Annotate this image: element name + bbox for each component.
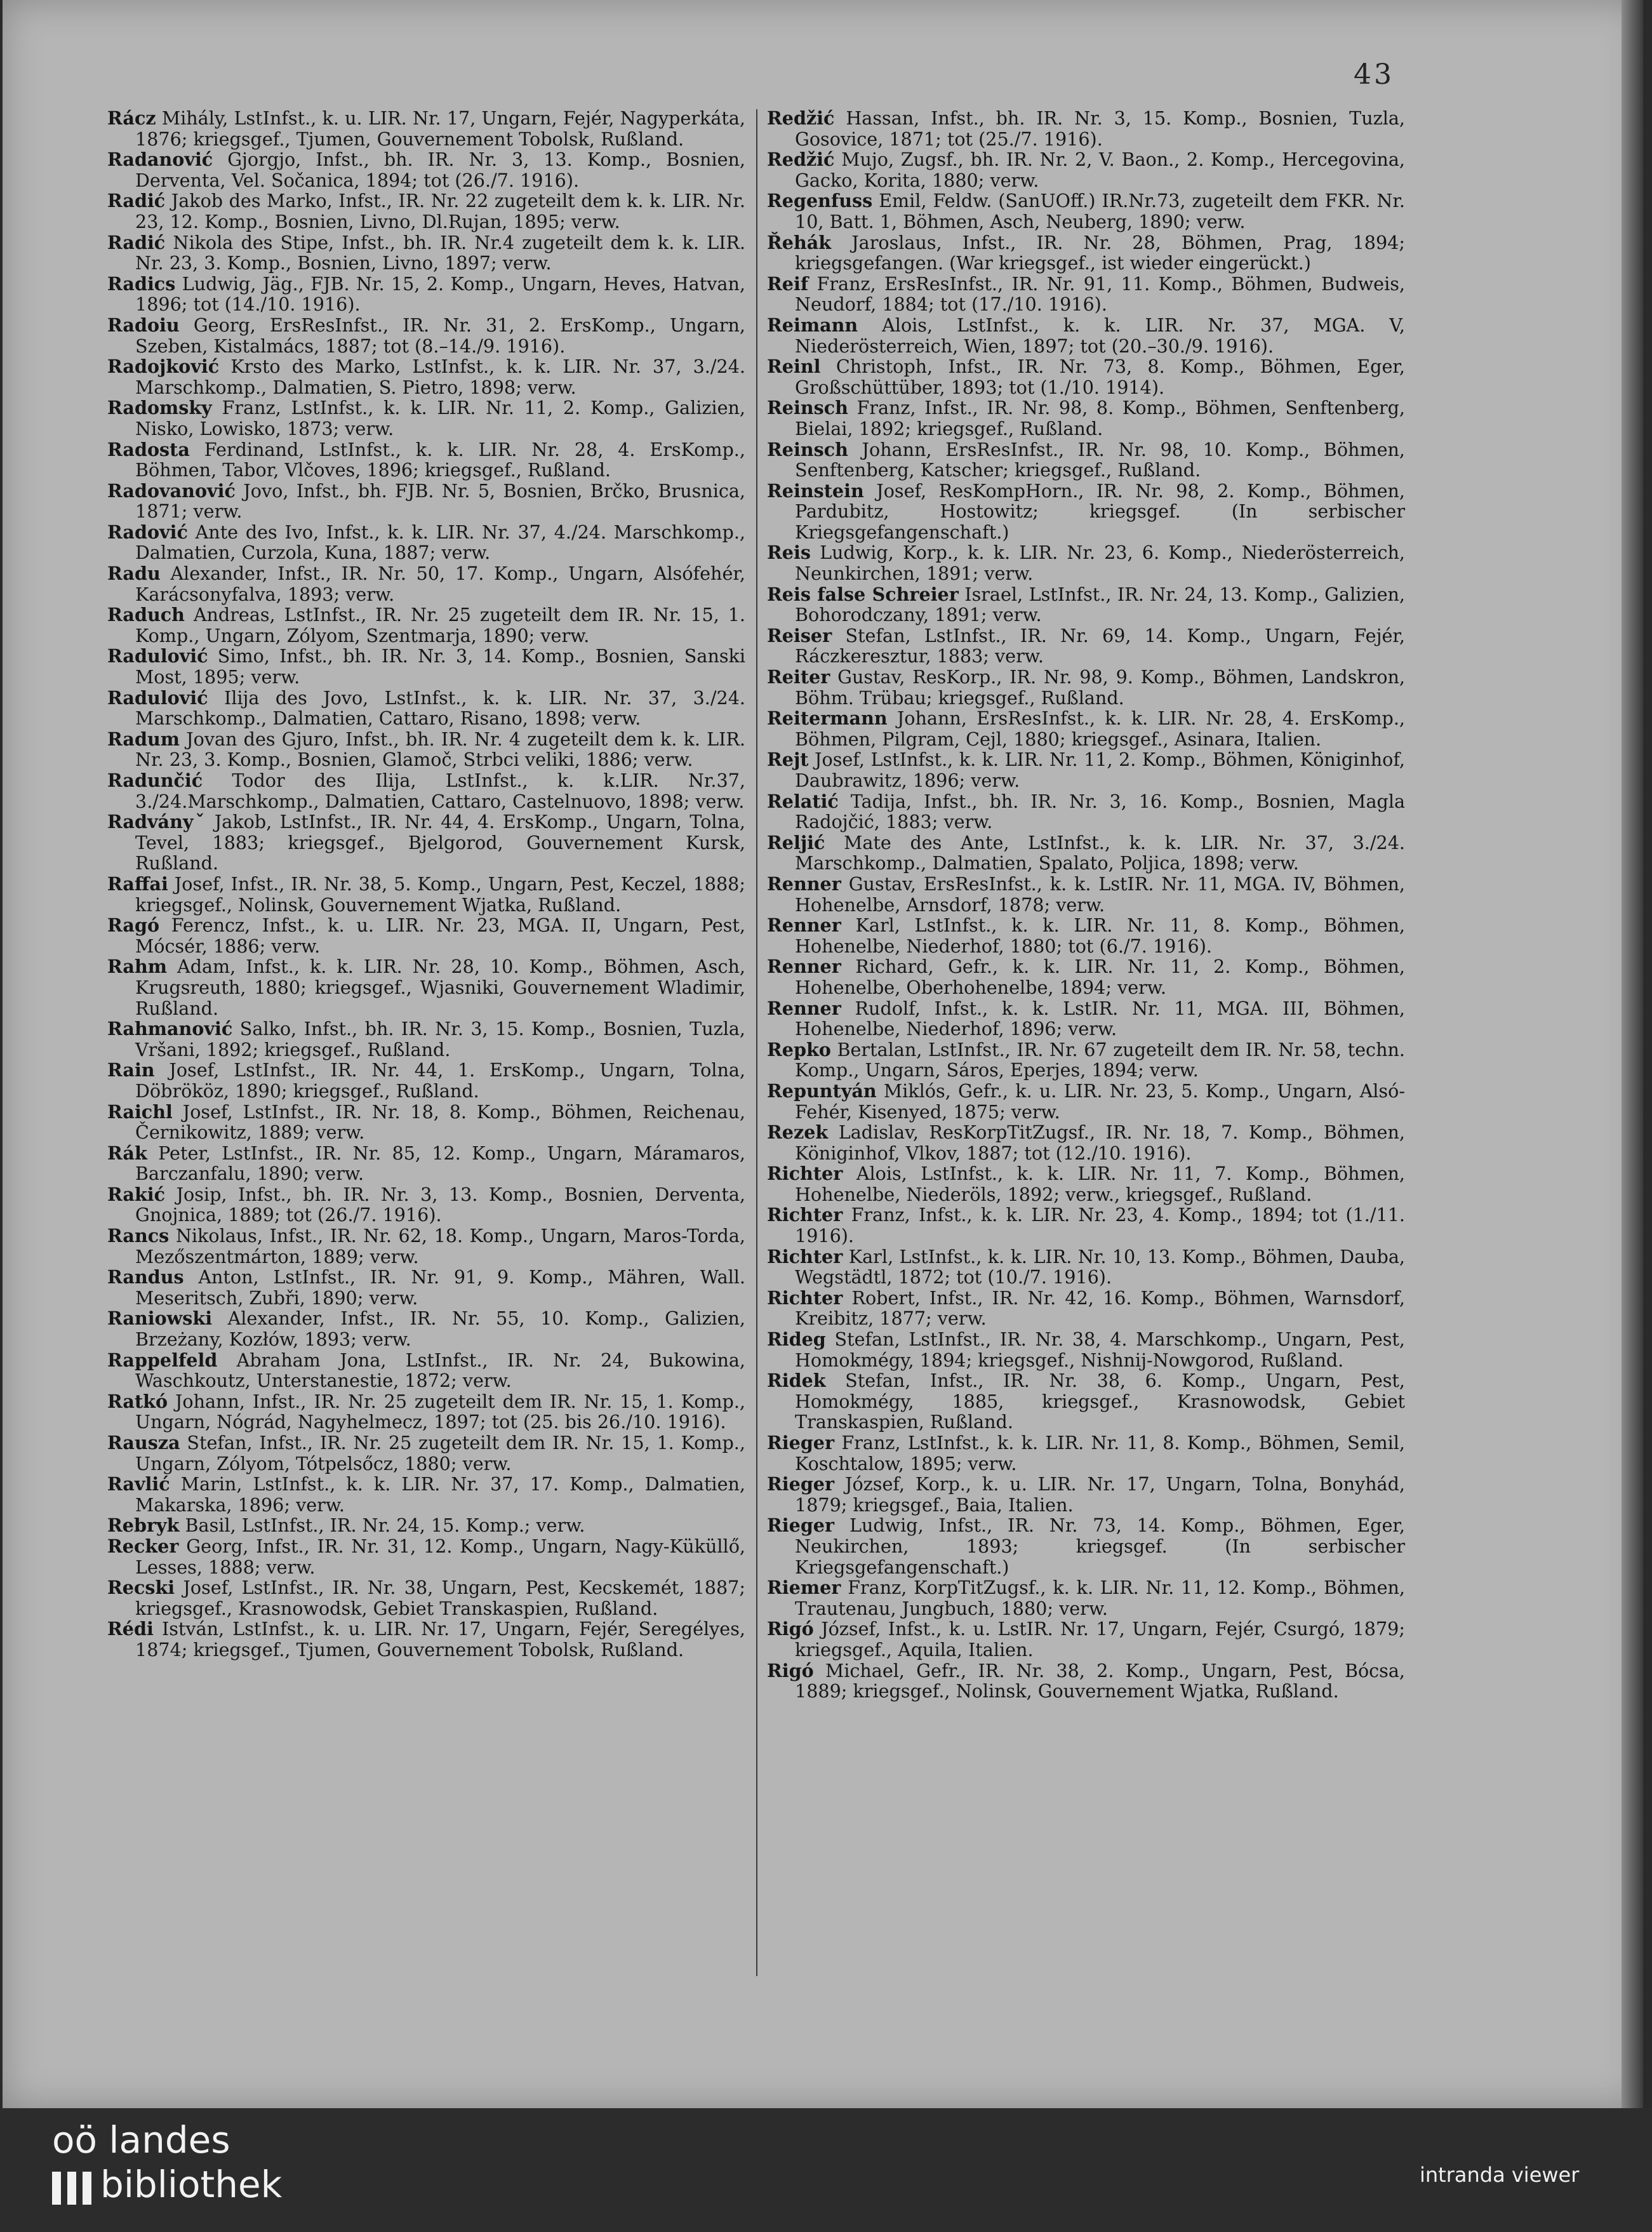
entry-surname: Rácz: [107, 107, 156, 129]
entry-surname: Rain: [107, 1059, 155, 1081]
register-entry: [767, 149, 1405, 190]
entry-details: Gustav, ErsResInfst., k. k. LstIR. Nr. 11, MGA. IV, Böhmen, Hohenelbe, Arnsdorf, 1878; verw.: [795, 872, 1405, 916]
register-entry: [767, 625, 1405, 667]
entry-surname: Radunčić: [107, 770, 203, 791]
entry-surname: Repko: [767, 1038, 831, 1060]
entry-details: Jakob des Marko, Infst., IR. Nr. 22 zugeteilt dem k. k. LIR. Nr. 23, 12. Komp., Bosnien, Livno, Dl.Rujan, 1895; verw.: [135, 190, 746, 232]
entry-surname: Radojković: [107, 356, 220, 378]
entry-surname: Raduch: [107, 604, 185, 626]
entry-surname: Ragó: [107, 914, 160, 937]
entry-details: Mate des Ante, LstInfst., k. k. LIR. Nr. 37, 3./24. Marschkomp., Dalmatien, Spalato, Poljica, 1898; verw.: [795, 831, 1405, 874]
logo-text-bottom: bibliothek: [100, 2163, 283, 2206]
entry-surname: Radványˇ: [107, 811, 207, 833]
entry-details: Adam, Infst., k. k. LIR. Nr. 28, 10. Komp., Böhmen, Asch, Krugsreuth, 1880; kriegsgef., Wjasniki, Gouvernement Wladimir, Rußland.: [135, 956, 745, 1019]
register-entry: [767, 398, 1405, 439]
entry-surname: Rideg: [767, 1328, 826, 1351]
register-entry: [107, 646, 745, 687]
entry-details: Josip, Infst., bh. IR. Nr. 3, 13. Komp., Bosnien, Derventa, Gnojnica, 1889; tot (26./7. 1916).: [135, 1183, 745, 1226]
register-entry: [107, 915, 745, 956]
register-entry: [767, 1163, 1405, 1205]
entry-details: Stefan, Infst., IR. Nr. 25 zugeteilt dem IR. Nr. 15, 1. Komp., Ungarn, Zólyom, Tótpelsőcz, 1880; verw.: [135, 1432, 745, 1474]
register-entry: [767, 1081, 1405, 1122]
entry-details: Franz, ErsResInfst., IR. Nr. 91, 11. Komp., Böhmen, Budweis, Neudorf, 1884; tot (17./10. 1916).: [795, 272, 1405, 316]
entry-surname: Ratkó: [107, 1390, 168, 1412]
entry-details: Alexander, Infst., IR. Nr. 50, 17. Komp., Ungarn, Alsófehér, Karácsonyfalva, 1893; verw.: [135, 563, 745, 605]
entry-details: Karl, LstInfst., k. k. LIR. Nr. 11, 8. Komp., Böhmen, Hohenelbe, Niederhof, 1880; tot (6./7. 1916).: [795, 914, 1405, 957]
entry-details: Mujo, Zugsf., bh. IR. Nr. 2, V. Baon., 2. Komp., Hercegovina, Gacko, Korita, 1880; verw.: [795, 149, 1405, 191]
register-entry: [107, 1433, 745, 1474]
entry-surname: Renner: [767, 997, 841, 1019]
logo-text-top: oö landes: [52, 2118, 230, 2162]
entry-details: Stefan, Infst., IR. Nr. 38, 6. Komp., Ungarn, Pest, Homokmégy, 1885, kriegsgef., Krasnowodsk, Gebiet Transkaspien, Rußland.: [795, 1370, 1405, 1433]
entry-surname: Radić: [107, 231, 166, 253]
register-entry: [107, 1577, 745, 1619]
entry-surname: Radomsky: [107, 397, 212, 419]
entry-details: Ludwig, Korp., k. k. LIR. Nr. 23, 6. Komp., Niederösterreich, Neunkirchen, 1891; verw.: [795, 542, 1405, 585]
entry-details: Nikolaus, Infst., IR. Nr. 62, 18. Komp., Ungarn, Maros-Torda, Mezőszentmárton, 1889; verw.: [135, 1225, 745, 1267]
register-entry: [767, 749, 1405, 791]
entry-surname: Řehák: [767, 231, 832, 253]
entry-surname: Renner: [767, 914, 841, 937]
entry-details: Rudolf, Infst., k. k. LstIR. Nr. 11, MGA. III, Böhmen, Hohenelbe, Niederhof, 1896; verw.: [795, 997, 1405, 1040]
entry-surname: Rejt: [767, 749, 809, 771]
entry-surname: Relatić: [767, 790, 839, 812]
register-entry: [767, 1577, 1405, 1619]
register-entry: [107, 1391, 745, 1433]
entry-details: Josef, Infst., IR. Nr. 38, 5. Komp., Ungarn, Pest, Keczel, 1888; kriegsgef., Nolinsk, Gouvernement Wjatka, Rußland.: [135, 872, 745, 916]
register-entry: [107, 1308, 745, 1349]
register-entry: [767, 190, 1405, 232]
viewer-brand[interactable]: intranda viewer: [1420, 2163, 1580, 2187]
register-entry: [107, 563, 745, 605]
entry-surname: Ridek: [767, 1370, 826, 1392]
register-entry: [767, 232, 1405, 274]
entry-details: Jovan des Gjuro, Infst., bh. IR. Nr. 4 zugeteilt dem k. k. LIR. Nr. 23, 3. Komp., Bosnien, Glamoč, Strbci veliki, 1886; verw.: [135, 728, 746, 771]
entry-details: Ferdinand, LstInfst., k. k. LIR. Nr. 28, 4. ErsKomp., Böhmen, Tabor, Vlčoves, 1896; kriegsgef., Rußland.: [135, 438, 745, 481]
entry-details: Gustav, ResKorp., IR. Nr. 98, 9. Komp., Böhmen, Landskron, Böhm. Trübau; kriegsgef., Rußland.: [795, 666, 1405, 709]
entry-surname: Reinsch: [767, 438, 848, 460]
entry-surname: Radović: [107, 521, 188, 543]
entry-details: Franz, KorpTitZugsf., k. k. LIR. Nr. 11, 12. Komp., Böhmen, Trautenau, Jungbuch, 1880; verw.: [795, 1577, 1406, 1619]
register-entry: [107, 1060, 745, 1101]
register-entry: [107, 1019, 745, 1060]
entry-details: Basil, LstInfst., IR. Nr. 24, 15. Komp.; verw.: [185, 1514, 585, 1537]
entry-details: Hassan, Infst., bh. IR. Nr. 3, 15. Komp., Bosnien, Tuzla, Gosovice, 1871; tot (25./7. 1916).: [795, 107, 1406, 150]
entry-surname: Reis false Schreier: [767, 583, 959, 605]
entry-details: Stefan, LstInfst., IR. Nr. 69, 14. Komp., Ungarn, Fejér, Ráczkeresztur, 1883; verw.: [795, 624, 1405, 667]
logo-bars-icon: [52, 2172, 95, 2205]
entry-details: Franz, Infst., k. k. LIR. Nr. 23, 4. Komp., 1894; tot (1./11. 1916).: [795, 1204, 1405, 1247]
register-entry: [767, 1515, 1405, 1577]
register-entry: [107, 1350, 745, 1391]
right-column: [767, 108, 1405, 1702]
register-entry: [767, 1288, 1405, 1329]
entry-details: Mihály, LstInfst., k. u. LIR. Nr. 17, Ungarn, Fejér, Nagyperkáta, 1876; kriegsgef., Tjumen, Gouvernement Tobolsk, Rußland.: [135, 107, 745, 150]
register-entry: [107, 874, 745, 915]
register-entry: [767, 439, 1405, 481]
entry-surname: Radum: [107, 728, 180, 750]
entry-details: Salko, Infst., bh. IR. Nr. 3, 15. Komp., Bosnien, Tuzla, Vršani, 1892; kriegsgef., Rußland.: [135, 1018, 746, 1060]
register-entry: [107, 1515, 745, 1536]
entry-surname: Reif: [767, 272, 809, 295]
entry-details: Josef, LstInfst., IR. Nr. 44, 1. ErsKomp., Ungarn, Tolna, Döbrököz, 1890; kriegsgef., Rußland.: [135, 1059, 746, 1102]
entry-surname: Riemer: [767, 1577, 841, 1599]
entry-details: Peter, LstInfst., IR. Nr. 85, 12. Komp., Ungarn, Máramaros, Barczanfalu, 1890; verw.: [135, 1142, 745, 1185]
entry-surname: Rebryk: [107, 1514, 180, 1537]
entry-surname: Radovanović: [107, 479, 236, 502]
entry-surname: Reljić: [767, 831, 825, 853]
entry-surname: Randus: [107, 1266, 184, 1288]
page-edge-shadow: [1622, 0, 1643, 2108]
entry-details: Josef, ResKompHorn., IR. Nr. 98, 2. Komp., Böhmen, Pardubitz, Hostowitz; kriegsgef. (In serbischer Kriegsgefangenschaft.): [795, 479, 1405, 543]
entry-surname: Radulović: [107, 686, 208, 709]
register-entry: [107, 688, 745, 729]
register-entry: [107, 315, 745, 356]
entry-details: Johann, Infst., IR. Nr. 25 zugeteilt dem IR. Nr. 15, 1. Komp., Ungarn, Nógrád, Nagyhelmecz, 1897; tot (25. bis 26./10. 1916).: [135, 1390, 746, 1433]
register-entry: [107, 770, 745, 812]
entry-details: Bertalan, LstInfst., IR. Nr. 67 zugeteilt dem IR. Nr. 58, techn. Komp., Ungarn, Sáros, Eperjes, 1894; verw.: [795, 1038, 1405, 1081]
register-entry: [107, 1226, 745, 1267]
entry-details: Todor des Ilija, LstInfst., k. k.LIR. Nr.37, 3./24.Marschkomp., Dalmatien, Cattaro, Castelnuovo, 1898; verw.: [135, 770, 745, 812]
register-entry: [767, 956, 1405, 998]
entry-details: Johann, ErsResInfst., IR. Nr. 98, 10. Komp., Böhmen, Senftenberg, Katscher; kriegsgef., Rußland.: [795, 438, 1405, 481]
entry-details: Richard, Gefr., k. k. LIR. Nr. 11, 2. Komp., Böhmen, Hohenelbe, Oberhohenelbe, 1894; verw.: [795, 956, 1405, 998]
entry-details: Krsto des Marko, LstInfst., k. k. LIR. Nr. 37, 3./24. Marschkomp., Dalmatien, S. Pietro, 1898; verw.: [135, 356, 745, 398]
entry-surname: Rausza: [107, 1432, 180, 1453]
entry-details: Anton, LstInfst., IR. Nr. 91, 9. Komp., Mähren, Wall. Meseritsch, Zubři, 1890; verw.: [135, 1266, 745, 1309]
register-entry: [767, 1619, 1405, 1660]
register-entry: [767, 874, 1405, 915]
entry-surname: Raichl: [107, 1100, 173, 1123]
entry-details: Abraham Jona, LstInfst., IR. Nr. 24, Bukowina, Waschkoutz, Unterstanestie, 1872; verw.: [135, 1349, 746, 1392]
entry-surname: Renner: [767, 956, 841, 978]
entry-details: Ilija des Jovo, LstInfst., k. k. LIR. Nr. 37, 3./24. Marschkomp., Dalmatien, Cattaro, Risano, 1898; verw.: [135, 686, 745, 730]
entry-details: Georg, Infst., IR. Nr. 31, 12. Komp., Ungarn, Nagy-Küküllő, Lesses, 1888; verw.: [135, 1535, 745, 1578]
entry-surname: Radulović: [107, 645, 208, 667]
register-entry: [107, 356, 745, 398]
register-entry: [107, 274, 745, 315]
entry-details: Christoph, Infst., IR. Nr. 73, 8. Komp., Böhmen, Eger, Großschüttüber, 1893; tot (1./10. 1914).: [795, 356, 1406, 398]
entry-details: Gjorgjo, Infst., bh. IR. Nr. 3, 13. Komp., Bosnien, Derventa, Vel. Sočanica, 1894; tot (26./7. 1916).: [135, 149, 745, 191]
entry-surname: Radoiu: [107, 314, 180, 336]
entry-surname: Reis: [767, 542, 811, 564]
register-entry: [767, 481, 1405, 543]
register-entry: [107, 1267, 745, 1308]
register-entry: [767, 542, 1405, 584]
entry-surname: Richter: [767, 1204, 843, 1226]
register-entry: [767, 108, 1405, 149]
entry-details: Josef, LstInfst., IR. Nr. 38, Ungarn, Pest, Kecskemét, 1887; kriegsgef., Krasnowodsk, Gebiet Transkaspien, Rußland.: [135, 1577, 745, 1619]
entry-details: Georg, ErsResInfst., IR. Nr. 31, 2. ErsKomp., Ungarn, Szeben, Kistalmács, 1887; tot (8.–14./9. 1916).: [135, 314, 745, 357]
entry-details: József, Infst., k. u. LstIR. Nr. 17, Ungarn, Fejér, Csurgó, 1879; kriegsgef., Aquila, Italien.: [795, 1618, 1405, 1661]
entry-details: Ante des Ivo, Infst., k. k. LIR. Nr. 37, 4./24. Marschkomp., Dalmatien, Curzola, Kuna, 1887; verw.: [135, 521, 745, 564]
left-column: [107, 108, 745, 1661]
entry-surname: Rieger: [767, 1432, 835, 1453]
register-entry: [767, 584, 1405, 625]
register-entry: [767, 1370, 1405, 1433]
register-entry: [107, 108, 745, 149]
entry-surname: Rigó: [767, 1618, 814, 1640]
entry-surname: Radosta: [107, 438, 190, 460]
register-entry: [107, 398, 745, 439]
entry-surname: Rédi: [107, 1618, 154, 1640]
entry-details: Franz, Infst., IR. Nr. 98, 8. Komp., Böhmen, Senftenberg, Bielai, 1892; kriegsgef., Rußland.: [795, 397, 1405, 439]
entry-surname: Rappelfeld: [107, 1349, 218, 1371]
entry-surname: Rák: [107, 1142, 147, 1164]
entry-details: Franz, LstInfst., k. k. LIR. Nr. 11, 8. Komp., Böhmen, Semil, Koschtalow, 1895; verw.: [795, 1432, 1405, 1474]
register-entry: [767, 791, 1405, 832]
entry-details: Ferencz, Infst., k. u. LIR. Nr. 23, MGA. II, Ungarn, Pest, Mócsér, 1886; verw.: [135, 914, 745, 957]
entry-details: Franz, LstInfst., k. k. LIR. Nr. 11, 2. Komp., Galizien, Nisko, Lowisko, 1873; verw.: [135, 397, 745, 439]
register-entry: [107, 1102, 745, 1143]
entry-surname: Rakić: [107, 1183, 166, 1205]
entry-surname: Recker: [107, 1535, 179, 1557]
entry-details: Emil, Feldw. (SanUOff.) IR.Nr.73, zugeteilt dem FKR. Nr. 10, Batt. 1, Böhmen, Asch, Neuberg, 1890; verw.: [795, 190, 1405, 232]
entry-surname: Regenfuss: [767, 190, 873, 212]
entry-surname: Reiser: [767, 624, 832, 646]
register-entry: [767, 1122, 1405, 1163]
register-entry: [767, 1246, 1405, 1288]
register-entry: [107, 1474, 745, 1515]
entry-details: Ludwig, Infst., IR. Nr. 73, 14. Komp., Böhmen, Eger, Neukirchen, 1893; kriegsgef. (In serbischer Kriegsgefangenschaft.): [795, 1514, 1406, 1578]
entry-surname: Rezek: [767, 1121, 829, 1144]
register-entry: [107, 439, 745, 481]
entry-details: Tadija, Infst., bh. IR. Nr. 3, 16. Komp., Bosnien, Magla Radojčić, 1883; verw.: [795, 790, 1406, 833]
entry-details: Alexander, Infst., IR. Nr. 55, 10. Komp., Galizien, Brzeżany, Kozłów, 1893; verw.: [135, 1307, 746, 1351]
register-entry: [767, 356, 1405, 398]
register-entry: [107, 1619, 745, 1660]
column-divider: [756, 109, 757, 1976]
register-entry: [107, 956, 745, 1019]
entry-surname: Ravlić: [107, 1473, 170, 1495]
register-entry: [107, 729, 745, 770]
entry-surname: Rieger: [767, 1473, 835, 1495]
entry-surname: Reiter: [767, 666, 830, 688]
entry-surname: Richter: [767, 1163, 843, 1185]
entry-details: Johann, ErsResInfst., k. k. LIR. Nr. 28, 4. ErsKomp., Böhmen, Pilgram, Cejl, 1880; kriegsgef., Asinara, Italien.: [795, 707, 1406, 750]
entry-details: Miklós, Gefr., k. u. LIR. Nr. 23, 5. Komp., Ungarn, Alsó-Fehér, Kisenyed, 1875; verw.: [795, 1079, 1405, 1123]
entry-surname: Radić: [107, 190, 166, 212]
register-entry: [107, 481, 745, 522]
page-number: 43: [1354, 58, 1394, 91]
entry-details: Stefan, LstInfst., IR. Nr. 38, 4. Marschkomp., Ungarn, Pest, Homokmégy, 1894; kriegsgef., Nishnij-Nowgorod, Rußland.: [795, 1328, 1405, 1371]
register-entry: [107, 232, 745, 274]
entry-surname: Raniowski: [107, 1307, 213, 1330]
register-entry: [767, 1329, 1405, 1370]
entry-surname: Reimann: [767, 314, 858, 336]
entry-details: Jakob, LstInfst., IR. Nr. 44, 4. ErsKomp., Ungarn, Tolna, Tevel, 1883; kriegsgef., Bjelgorod, Gouvernement Kursk, Rußland.: [135, 811, 745, 874]
entry-details: Michael, Gefr., IR. Nr. 38, 2. Komp., Ungarn, Pest, Bócsa, 1889; kriegsgef., Nolinsk, Gouvernement Wjatka, Rußland.: [795, 1659, 1405, 1702]
entry-details: Robert, Infst., IR. Nr. 42, 16. Komp., Böhmen, Warnsdorf, Kreibitz, 1877; verw.: [795, 1286, 1405, 1330]
entry-details: Ladislav, ResKorpTitZugsf., IR. Nr. 18, 7. Komp., Böhmen, Königinhof, Vlkov, 1887; tot (12./10. 1916).: [795, 1121, 1405, 1164]
entry-details: Alois, LstInfst., k. k. LIR. Nr. 11, 7. Komp., Böhmen, Hohenelbe, Niederöls, 1892; verw., kriegsgef., Rußland.: [795, 1163, 1405, 1205]
register-entry: [767, 315, 1405, 356]
entry-details: Simo, Infst., bh. IR. Nr. 3, 14. Komp., Bosnien, Sanski Most, 1895; verw.: [135, 645, 745, 688]
register-entry: [107, 1536, 745, 1577]
entry-surname: Rigó: [767, 1659, 814, 1681]
entry-details: Marin, LstInfst., k. k. LIR. Nr. 37, 17. Komp., Dalmatien, Makarska, 1896; verw.: [135, 1473, 746, 1516]
register-entry: [767, 708, 1405, 749]
entry-details: Karl, LstInfst., k. k. LIR. Nr. 10, 13. Komp., Böhmen, Dauba, Wegstädtl, 1872; tot (10./7. 1916).: [795, 1245, 1405, 1288]
register-entry: [107, 1143, 745, 1184]
entry-details: István, LstInfst., k. u. LIR. Nr. 17, Ungarn, Fejér, Seregélyes, 1874; kriegsgef., Tjumen, Gouvernement Tobolsk, Rußland.: [135, 1618, 745, 1661]
entry-surname: Radics: [107, 272, 176, 295]
entry-details: József, Korp., k. u. LIR. Nr. 17, Ungarn, Tolna, Bonyhád, 1879; kriegsgef., Baia, Italien.: [795, 1473, 1406, 1516]
entry-details: Josef, LstInfst., IR. Nr. 18, 8. Komp., Böhmen, Reichenau, Černikowitz, 1889; verw.: [135, 1100, 746, 1144]
entry-surname: Reinl: [767, 356, 821, 378]
entry-surname: Recski: [107, 1577, 175, 1599]
entry-surname: Redžić: [767, 149, 835, 171]
entry-surname: Radanović: [107, 149, 213, 171]
entry-details: Jovo, Infst., bh. FJB. Nr. 5, Bosnien, Brčko, Brusnica, 1871; verw.: [135, 479, 745, 523]
entry-surname: Repuntyán: [767, 1079, 877, 1102]
register-entry: [767, 1474, 1405, 1515]
entry-surname: Renner: [767, 872, 841, 895]
register-entry: [767, 1205, 1405, 1246]
register-entry: [767, 667, 1405, 708]
entry-surname: Richter: [767, 1245, 843, 1267]
entry-surname: Reinstein: [767, 479, 864, 502]
entry-surname: Richter: [767, 1286, 843, 1309]
entry-surname: Radu: [107, 563, 161, 585]
register-entry: [107, 605, 745, 646]
register-entry: [107, 812, 745, 874]
entry-details: Jaroslaus, Infst., IR. Nr. 28, Böhmen, Prag, 1894; kriegsgefangen. (War kriegsgef., ist wieder eingerückt.): [795, 231, 1405, 274]
register-entry: [767, 915, 1405, 956]
entry-surname: Reinsch: [767, 397, 848, 419]
register-entry: [107, 149, 745, 190]
scanned-page: [3, 0, 1643, 2108]
entry-surname: Rahmanović: [107, 1018, 233, 1040]
register-entry: [107, 1184, 745, 1226]
register-entry: [767, 1661, 1405, 1702]
register-entry: [767, 274, 1405, 315]
entry-details: Josef, LstInfst., k. k. LIR. Nr. 11, 2. Komp., Böhmen, Königinhof, Daubrawitz, 1896; verw.: [795, 749, 1405, 791]
entry-surname: Raffai: [107, 872, 168, 895]
entry-surname: Rancs: [107, 1225, 170, 1247]
entry-details: Alois, LstInfst., k. k. LIR. Nr. 37, MGA. V, Niederösterreich, Wien, 1897; tot (20.–30./9. 1916).: [795, 314, 1406, 357]
entry-details: Israel, LstInfst., IR. Nr. 24, 13. Komp., Galizien, Bohorodczany, 1891; verw.: [795, 583, 1405, 626]
register-entry: [107, 522, 745, 563]
entry-surname: Redžić: [767, 107, 835, 129]
entry-details: Ludwig, Jäg., FJB. Nr. 15, 2. Komp., Ungarn, Heves, Hatvan, 1896; tot (14./10. 1916).: [135, 272, 745, 316]
register-entry: [767, 832, 1405, 874]
register-entry: [107, 190, 745, 232]
register-entry: [767, 998, 1405, 1039]
entry-details: Andreas, LstInfst., IR. Nr. 25 zugeteilt dem IR. Nr. 15, 1. Komp., Ungarn, Zólyom, Szentmarja, 1890; verw.: [135, 604, 745, 646]
entry-surname: Reitermann: [767, 707, 888, 730]
register-entry: [767, 1039, 1405, 1081]
entry-details: Nikola des Stipe, Infst., bh. IR. Nr.4 zugeteilt dem k. k. LIR. Nr. 23, 3. Komp., Bosnien, Livno, 1897; verw.: [135, 231, 745, 274]
entry-surname: Rahm: [107, 956, 167, 978]
register-entry: [767, 1433, 1405, 1474]
entry-surname: Rieger: [767, 1514, 835, 1537]
